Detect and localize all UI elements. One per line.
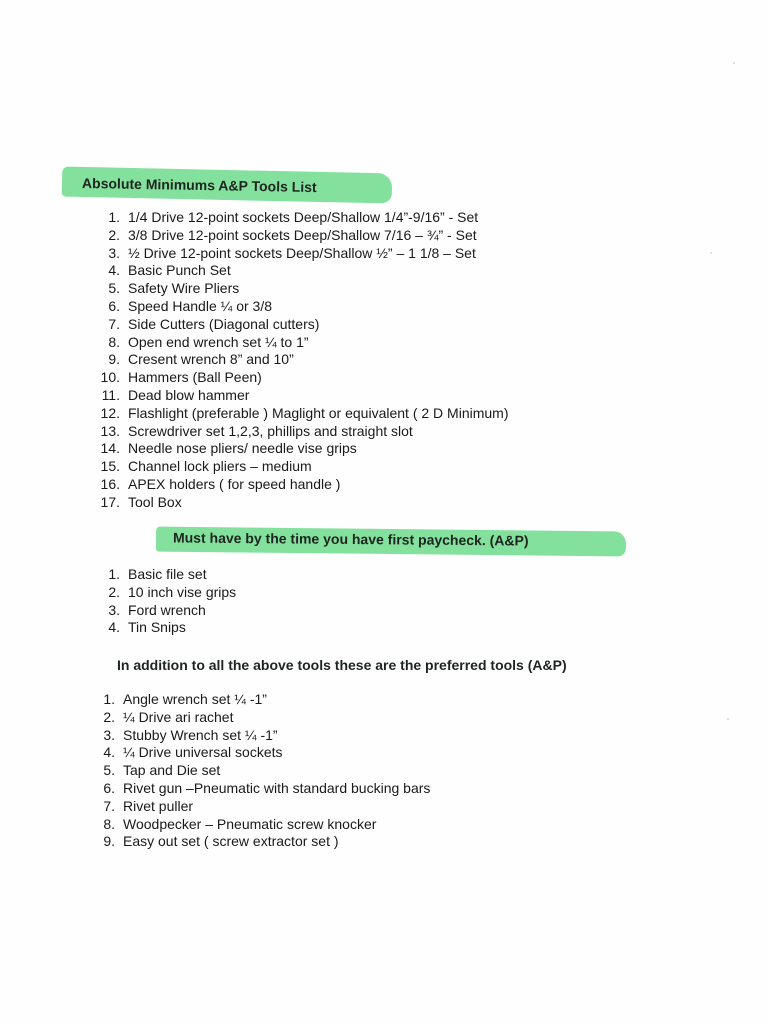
item-number: 4. xyxy=(108,619,120,636)
section2-title: Must have by the time you have first paycheck. (A&P) xyxy=(172,529,529,549)
section2-list xyxy=(108,566,237,637)
item-number: 5. xyxy=(103,762,115,779)
list-item xyxy=(100,440,508,458)
list-item xyxy=(100,458,508,476)
item-text: Channel lock pliers – medium xyxy=(128,458,312,475)
item-number: 6. xyxy=(103,779,115,796)
item-number: 3. xyxy=(108,244,120,261)
item-text: Hammers (Ball Peen) xyxy=(128,369,262,386)
item-number: 14. xyxy=(100,440,120,457)
item-text: Screwdriver set 1,2,3, phillips and straight slot xyxy=(128,422,413,439)
item-number: 2. xyxy=(108,583,120,600)
item-text: APEX holders ( for speed handle ) xyxy=(128,475,341,492)
item-text: ½ Drive 12-point sockets Deep/Shallow ½” – 1 1/8 – Set xyxy=(128,244,476,261)
item-number: 13. xyxy=(100,422,120,439)
list-item xyxy=(100,475,508,494)
item-text: Stubby Wrench set ¼ -1” xyxy=(123,726,278,743)
item-number: 12. xyxy=(100,404,120,421)
item-number: 6. xyxy=(108,297,120,314)
item-text: 1/4 Drive 12-point sockets Deep/Shallow 1/4”-9/16” - Set xyxy=(128,209,479,225)
section3-list xyxy=(103,691,431,851)
list-item xyxy=(108,226,508,245)
list-item xyxy=(108,209,508,227)
item-text: ¼ Drive ari rachet xyxy=(123,708,234,725)
list-item xyxy=(103,815,430,834)
item-number: 2. xyxy=(108,226,120,243)
item-text: Tool Box xyxy=(128,493,182,510)
list-item xyxy=(100,422,508,441)
item-text: Easy out set ( screw extractor set ) xyxy=(123,833,339,850)
item-text: Rivet puller xyxy=(123,797,194,814)
item-text: Basic file set xyxy=(128,566,207,582)
item-text: 3/8 Drive 12-point sockets Deep/Shallow 7/16 – ¾” - Set xyxy=(128,226,477,243)
item-text: Ford wrench xyxy=(128,601,206,618)
item-text: Side Cutters (Diagonal cutters) xyxy=(128,315,320,332)
item-number: 1. xyxy=(103,691,115,707)
list-item xyxy=(108,566,236,584)
item-number: 11. xyxy=(101,386,120,403)
section1-list xyxy=(100,209,509,512)
item-number: 8. xyxy=(103,815,115,832)
item-text: Angle wrench set ¼ -1” xyxy=(123,691,267,707)
item-text: Cresent wrench 8” and 10” xyxy=(128,351,294,368)
list-item xyxy=(108,315,508,334)
item-text: Needle nose pliers/ needle vise grips xyxy=(128,440,357,457)
list-item xyxy=(108,601,236,620)
scan-speck xyxy=(733,62,735,64)
list-item xyxy=(103,726,430,745)
item-text: ¼ Drive universal sockets xyxy=(123,744,283,761)
section1-title: Absolute Minimums A&P Tools List xyxy=(81,174,317,196)
item-number: 16. xyxy=(100,475,120,492)
item-number: 3. xyxy=(103,726,115,743)
list-item xyxy=(103,708,430,727)
item-text: Dead blow hammer xyxy=(128,386,250,403)
item-number: 4. xyxy=(103,744,115,761)
item-number: 7. xyxy=(103,797,115,814)
list-item xyxy=(100,493,508,512)
item-text: Basic Punch Set xyxy=(128,262,231,279)
list-item xyxy=(108,262,508,280)
item-text: 10 inch vise grips xyxy=(128,583,237,600)
item-number: 1. xyxy=(108,566,120,582)
item-text: Woodpecker – Pneumatic screw knocker xyxy=(123,815,377,832)
scan-speck xyxy=(710,252,712,254)
item-number: 2. xyxy=(103,708,115,725)
list-item xyxy=(100,369,508,387)
item-number: 4. xyxy=(108,262,120,279)
list-item xyxy=(103,833,430,851)
list-item xyxy=(108,619,236,637)
list-item xyxy=(103,797,430,816)
list-item xyxy=(101,386,508,405)
list-item xyxy=(100,404,509,423)
item-text: Tap and Die set xyxy=(123,762,221,779)
list-item xyxy=(108,333,508,352)
item-number: 9. xyxy=(108,351,120,368)
item-number: 7. xyxy=(108,315,120,332)
list-item xyxy=(108,280,508,298)
item-number: 1. xyxy=(108,209,120,225)
item-number: 8. xyxy=(108,333,120,350)
list-item xyxy=(108,297,508,316)
item-text: Flashlight (preferable ) Maglight or equivalent ( 2 D Minimum) xyxy=(128,404,509,421)
scan-speck xyxy=(727,718,729,720)
item-text: Speed Handle ¼ or 3/8 xyxy=(128,297,272,314)
list-item xyxy=(108,351,508,369)
item-number: 3. xyxy=(108,601,120,618)
list-item xyxy=(103,762,430,780)
item-text: Open end wrench set ¼ to 1” xyxy=(128,333,309,350)
list-item xyxy=(103,691,430,709)
item-text: Tin Snips xyxy=(128,619,186,636)
item-number: 10. xyxy=(100,369,120,386)
section3-title: In addition to all the above tools these are the preferred tools (A&P) xyxy=(117,657,567,673)
item-number: 5. xyxy=(108,280,120,297)
item-number: 9. xyxy=(103,833,115,850)
list-item xyxy=(103,744,430,762)
item-text: Rivet gun –Pneumatic with standard bucking bars xyxy=(123,779,431,796)
item-text: Safety Wire Pliers xyxy=(128,280,240,297)
item-number: 17. xyxy=(100,493,120,510)
list-item xyxy=(103,779,431,798)
list-item xyxy=(108,244,508,263)
list-item xyxy=(108,583,237,602)
item-number: 15. xyxy=(100,458,120,475)
